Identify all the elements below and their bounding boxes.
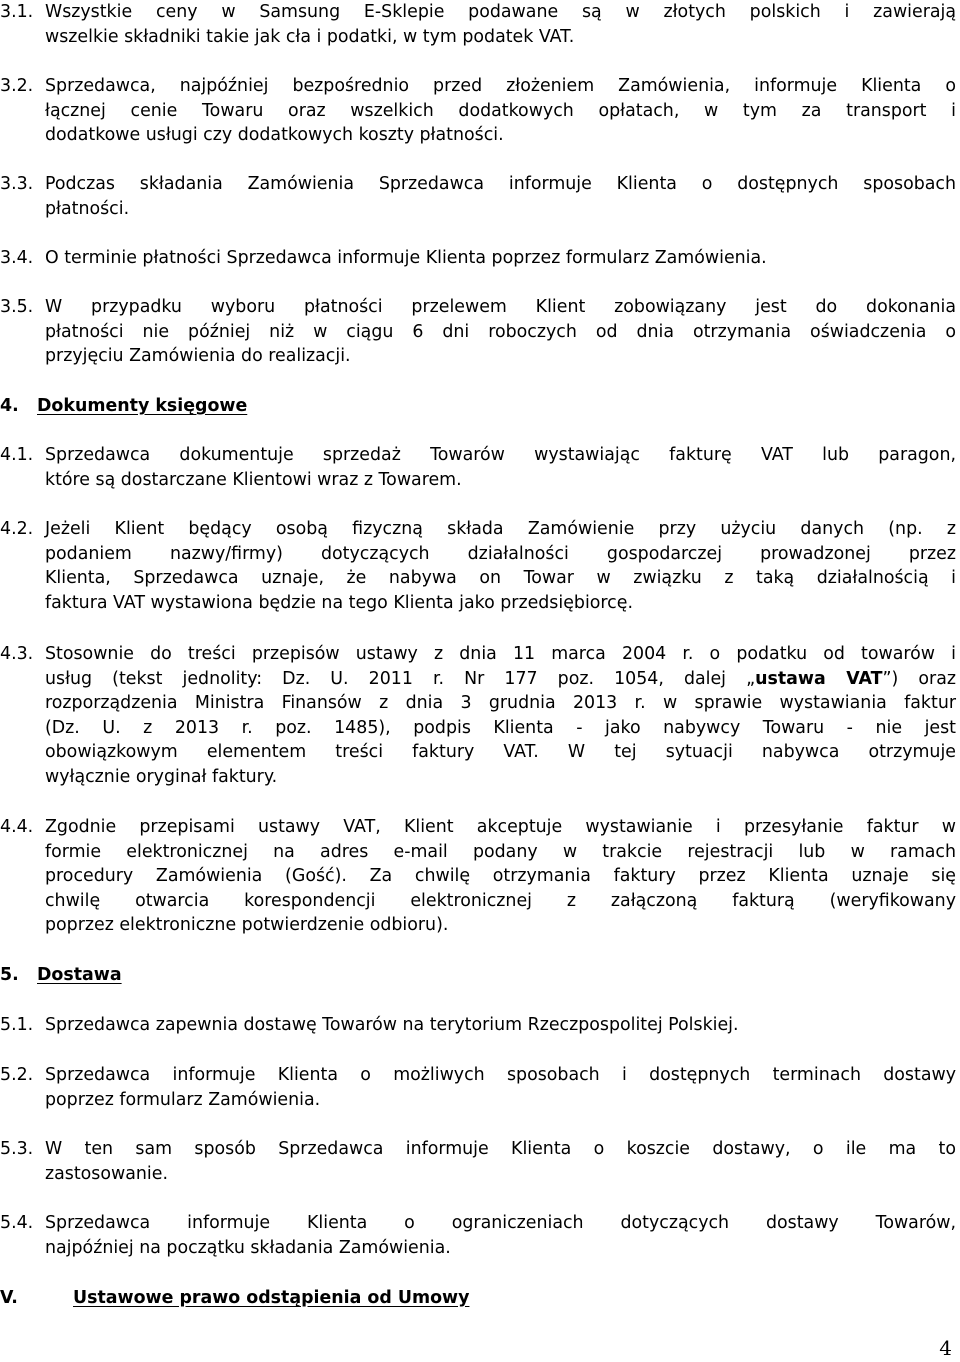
text-line: przyjęciu Zamówienia do realizacji.: [45, 346, 351, 366]
text-line: poprzez formularz Zamówienia.: [45, 1089, 321, 1110]
text-line: Wszystkie ceny w Samsung E-Sklepie podawane są w złotych polskich i zawierają: [45, 2, 956, 22]
paragraph-5-2: [0, 1063, 956, 1112]
paragraph-4-1: [0, 443, 956, 492]
section-title: [37, 394, 956, 419]
section-title: [73, 1286, 956, 1311]
paragraph-number: 4.2.: [0, 519, 34, 539]
text-line: podaniem nazwy/firmy) dotyczących działalności gospodarczej prowadzonej przez: [45, 543, 956, 564]
text-line: najpóźniej na początku składania Zamówienia.: [45, 1237, 451, 1258]
section-title-text: Ustawowe prawo odstąpienia od Umowy: [73, 1288, 470, 1308]
paragraph-4-2: [0, 517, 956, 615]
paragraph-5-1: [0, 1013, 956, 1038]
text-line: poprzez elektroniczne potwierdzenie odbioru).: [45, 915, 449, 935]
text-line: Sprzedawca, najpóźniej bezpośrednio przed złożeniem Zamówienia, informuje Klienta o: [45, 76, 956, 96]
paragraph-5-3: [0, 1137, 956, 1186]
defined-term: ustawa VAT: [755, 668, 883, 689]
text-line: chwilę otwarcia korespondencji elektronicznej z załączoną fakturą (weryfikowany: [45, 890, 956, 911]
paragraph-number: 5.3.: [0, 1139, 34, 1159]
text-line: rozporządzenia Ministra Finansów z dnia 3 grudnia 2013 r. w sprawie wystawiania faktur: [45, 693, 956, 713]
section-heading-5: [0, 963, 956, 988]
text-line: formie elektronicznej na adres e-mail podany w trakcie rejestracji lub w ramach: [45, 841, 956, 862]
section-title: [37, 963, 956, 988]
paragraph-text: [45, 1211, 956, 1260]
paragraph-5-4: [0, 1211, 956, 1260]
paragraph-number: 4.3.: [0, 644, 34, 664]
text-line: wszelkie składniki takie jak cła i podatki, w tym podatek VAT.: [45, 26, 575, 47]
text-line: płatności nie później niż w ciągu 6 dni roboczych od dnia otrzymania oświadczenia o: [45, 321, 956, 342]
text-line: O terminie płatności Sprzedawca informuje Klienta poprzez formularz Zamówienia.: [45, 248, 767, 268]
paragraph-number: 5.1.: [0, 1015, 34, 1035]
text-line: Klienta, Sprzedawca uznaje, że nabywa on Towar w związku z taką działalnością i: [45, 568, 956, 588]
text-line: faktura VAT wystawiona będzie na tego Klienta jako przedsiębiorcę.: [45, 592, 633, 613]
paragraph-4-3: [0, 642, 956, 789]
page-number: 4: [939, 1336, 952, 1360]
paragraph-3-4: [0, 246, 956, 271]
text-fragment: usług (tekst jednolity: Dz. U. 2011 r. Nr 177 poz. 1054, dalej „: [45, 668, 756, 689]
paragraph-number: 3.2.: [0, 76, 34, 96]
text-line: W ten sam sposób Sprzedawca informuje Klienta o koszcie dostawy, o ile ma to: [45, 1139, 956, 1159]
section-title-text: Dokumenty księgowe: [37, 396, 248, 416]
paragraph-text: [45, 1013, 956, 1038]
text-line: Sprzedawca informuje Klienta o ograniczeniach dotyczących dostawy Towarów,: [45, 1213, 956, 1233]
paragraph-text: [45, 295, 956, 369]
paragraph-text: [45, 1063, 956, 1112]
text-line: Sprzedawca zapewnia dostawę Towarów na terytorium Rzeczpospolitej Polskiej.: [45, 1015, 739, 1035]
section-heading-4: [0, 394, 956, 419]
text-line: płatności.: [45, 198, 130, 219]
text-line: zastosowanie.: [45, 1163, 168, 1184]
section-number: V.: [0, 1288, 18, 1308]
text-line-with-defined-term: [45, 667, 956, 692]
paragraph-3-5: [0, 295, 956, 369]
paragraph-number: 4.4.: [0, 817, 34, 837]
text-line: procedury Zamówienia (Gość). Za chwilę otrzymania faktury przez Klienta uznaje się: [45, 866, 956, 886]
text-line: (Dz. U. z 2013 r. poz. 1485), podpis Klienta - jako nabywcy Towaru - nie jest: [45, 717, 956, 738]
paragraph-text: [45, 0, 956, 49]
paragraph-number: 5.2.: [0, 1065, 34, 1085]
text-line: łącznej cenie Towaru oraz wszelkich dodatkowych opłatach, w tym za transport i: [45, 100, 956, 121]
text-line: Sprzedawca informuje Klienta o możliwych sposobach i dostępnych terminach dostawy: [45, 1065, 956, 1085]
text-line: Jeżeli Klient będący osobą fizyczną składa Zamówienie przy użyciu danych (np. z: [45, 519, 956, 539]
paragraph-number: 5.4.: [0, 1213, 34, 1233]
paragraph-text: [45, 815, 956, 938]
paragraph-text: [45, 443, 956, 492]
text-line: obowiązkowym elementem treści faktury VAT. W tej sytuacji nabywca otrzymuje: [45, 742, 956, 762]
paragraph-3-3: [0, 172, 956, 221]
paragraph-4-4: [0, 815, 956, 938]
section-number: 5.: [0, 965, 19, 985]
text-line: Zgodnie przepisami ustawy VAT, Klient akceptuje wystawianie i przesyłanie faktur w: [45, 817, 956, 837]
paragraph-text: [45, 74, 956, 148]
section-heading-v: [0, 1286, 956, 1311]
paragraph-3-2: [0, 74, 956, 148]
text-line: Stosownie do treści przepisów ustawy z dnia 11 marca 2004 r. o podatku od towarów i: [45, 644, 956, 664]
paragraph-text: [45, 517, 956, 615]
section-title-text: Dostawa: [37, 965, 122, 985]
paragraph-number: 3.4.: [0, 248, 34, 268]
paragraph-number: 3.1.: [0, 2, 34, 22]
paragraph-3-1: [0, 0, 956, 49]
section-number: 4.: [0, 396, 19, 416]
text-line: Podczas składania Zamówienia Sprzedawca informuje Klienta o dostępnych sposobach: [45, 174, 956, 194]
text-line: wyłącznie oryginał faktury.: [45, 766, 278, 787]
paragraph-text: [45, 1137, 956, 1186]
text-line: dodatkowe usługi czy dodatkowych koszty płatności.: [45, 125, 504, 145]
paragraph-number: 4.1.: [0, 445, 34, 465]
text-line: W przypadku wyboru płatności przelewem Klient zobowiązany jest do dokonania: [45, 297, 956, 317]
paragraph-text: [45, 246, 956, 271]
paragraph-text: [45, 642, 956, 789]
text-line: Sprzedawca dokumentuje sprzedaż Towarów wystawiając fakturę VAT lub paragon,: [45, 445, 956, 465]
paragraph-text: [45, 172, 956, 221]
text-fragment: ”) oraz: [882, 668, 956, 689]
paragraph-number: 3.3.: [0, 174, 34, 194]
paragraph-number: 3.5.: [0, 297, 34, 317]
text-line: które są dostarczane Klientowi wraz z Towarem.: [45, 469, 462, 490]
